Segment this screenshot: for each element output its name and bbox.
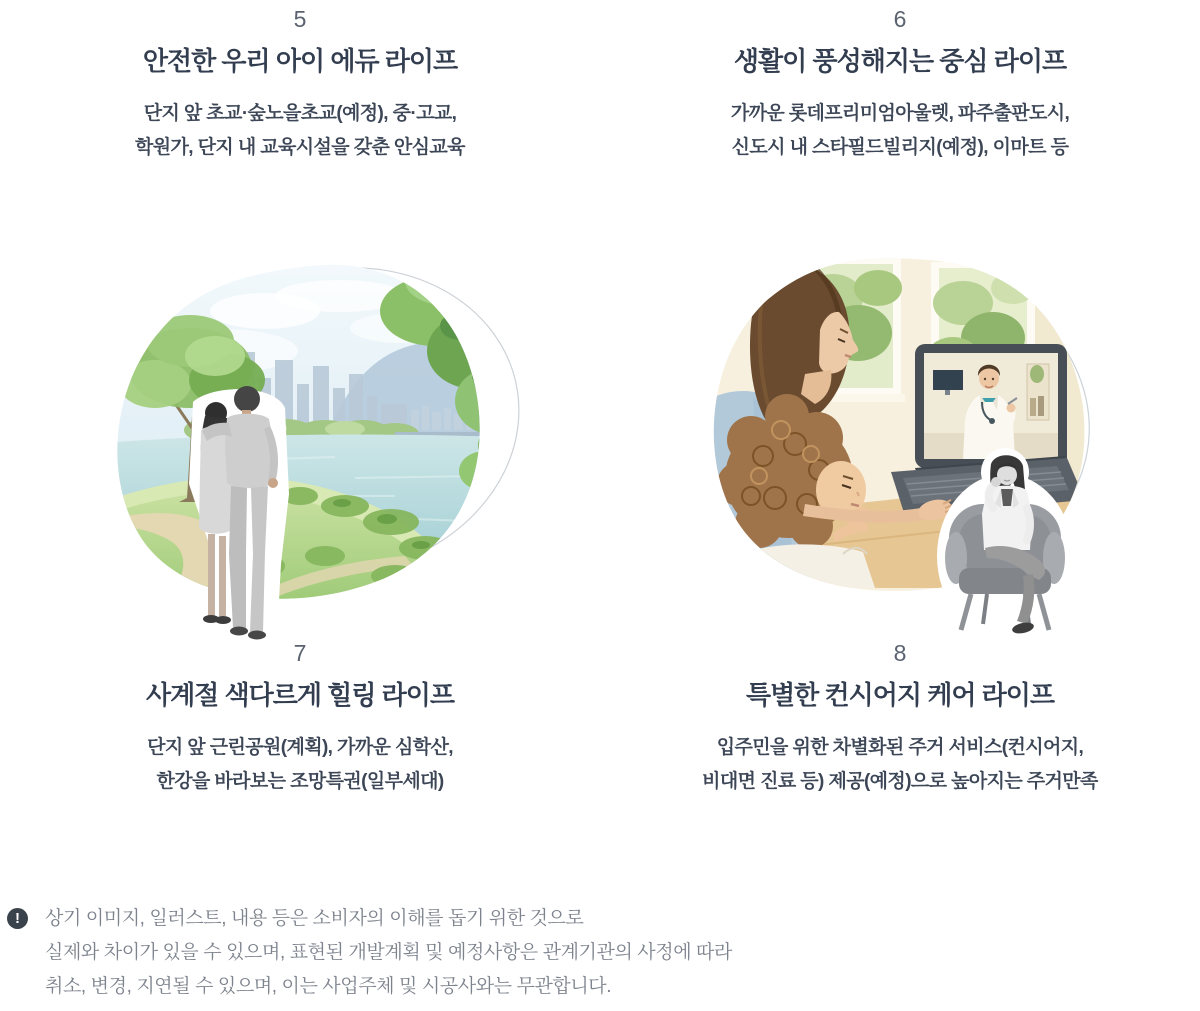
feature-description (0, 731, 600, 799)
couple-cutout (189, 386, 289, 640)
feature-number: 6 (893, 6, 907, 32)
feature-8 (600, 639, 1200, 799)
park-illustration-svg (95, 256, 545, 648)
disclaimer-text (45, 902, 732, 1004)
desc-line: 학원가, 단지 내 교육시설을 갖춘 안심교육 (135, 137, 465, 158)
desc-line: 단지 앞 초교·숲노을초교(예정), 중·고교, (143, 103, 457, 124)
desc-line: 단지 앞 근린공원(계획), 가까운 심학산, (147, 737, 453, 758)
disclaimer-line: 취소, 변경, 지연될 수 있으며, 이는 사업주체 및 시공사와는 무관합니다. (45, 976, 612, 997)
feature-title: 사계절 색다르게 힐링 라이프 (145, 680, 455, 710)
riverside-park-couple-illustration (95, 256, 545, 648)
disclaimer-line: 상기 이미지, 일러스트, 내용 등은 소비자의 이해를 돕기 위한 것으로 (45, 908, 584, 929)
telemedicine-illustration-svg (693, 258, 1118, 643)
feature-title: 생활이 풍성해지는 중심 라이프 (733, 46, 1067, 76)
feature-6 (600, 5, 1200, 165)
desc-line: 가까운 롯데프리미엄아울렛, 파주출판도시, (730, 103, 1070, 124)
desc-line: 비대면 진료 등) 제공(예정)으로 높아지는 주거만족 (702, 771, 1098, 792)
feature-title: 안전한 우리 아이 에듀 라이프 (142, 46, 458, 76)
feature-number: 7 (293, 640, 307, 666)
desc-line: 한강을 바라보는 조망특권(일부세대) (156, 771, 444, 792)
telemedicine-family-illustration (693, 258, 1118, 643)
desc-line: 입주민을 위한 차별화된 주거 서비스(컨시어지, (716, 737, 1084, 758)
desc-line: 신도시 내 스타필드빌리지(예정), 이마트 등 (731, 137, 1069, 158)
feature-5 (0, 5, 600, 165)
feature-number: 8 (893, 640, 907, 666)
exclamation-circle-icon: ! (7, 908, 28, 929)
feature-number: 5 (293, 6, 307, 32)
feature-description (0, 97, 600, 165)
feature-description (600, 731, 1200, 799)
feature-description (600, 97, 1200, 165)
feature-title: 특별한 컨시어지 케어 라이프 (745, 680, 1055, 710)
disclaimer (7, 902, 732, 1004)
disclaimer-line: 실제와 차이가 있을 수 있으며, 표현된 개발계획 및 예정사항은 관계기관의 사정에 따라 (45, 942, 732, 963)
feature-7 (0, 639, 600, 799)
